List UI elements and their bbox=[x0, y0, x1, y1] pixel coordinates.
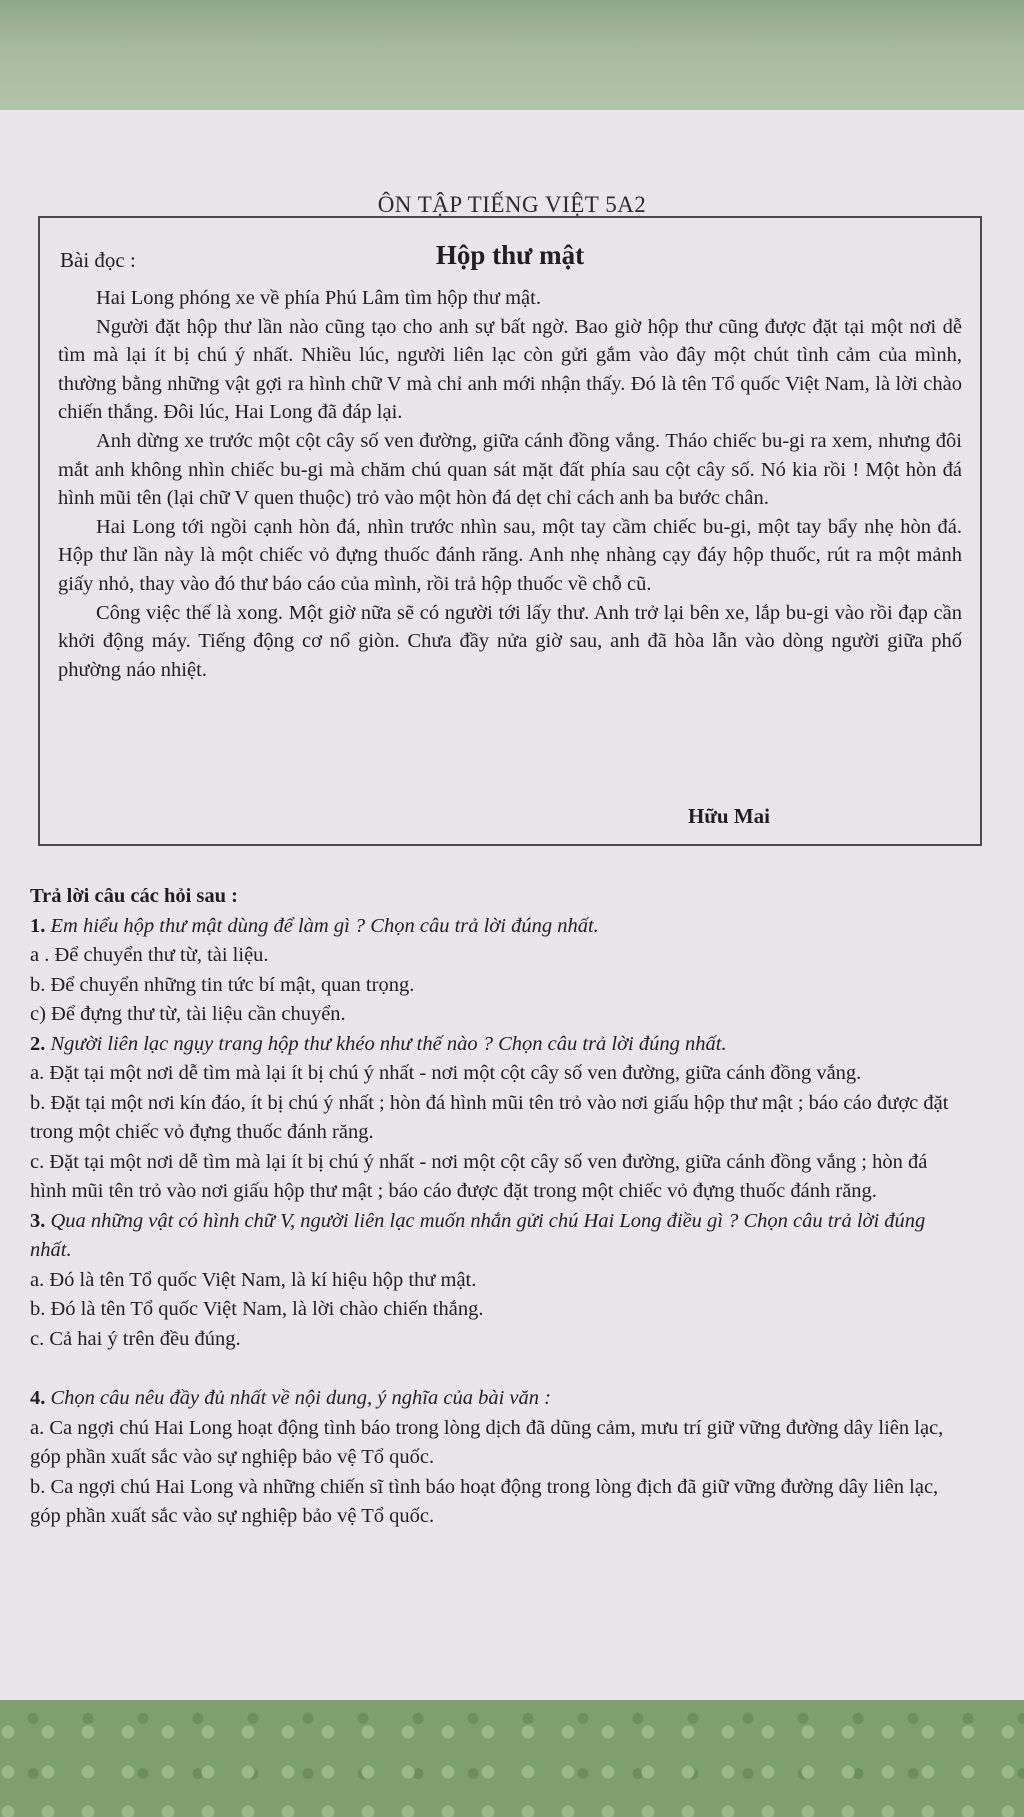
reading-author: Hữu Mai bbox=[687, 804, 770, 828]
spacer bbox=[30, 1354, 955, 1384]
reading-paragraph: Hai Long tới ngồi cạnh hòn đá, nhìn trước nhìn sau, một tay cầm chiếc bu-gi, một tay bẩy nhẹ hòn đá. Hộp thư lần này là một chiếc vỏ đựng thuốc đánh răng. Anh nhẹ nhàng cạy đáy hộp thuốc, rút ra một mảnh giấy nhỏ, thay vào đó thư báo cáo của mình, rồi trả hộp thuốc về chỗ cũ. bbox=[58, 515, 962, 595]
reading-paragraph: Người đặt hộp thư lần nào cũng tạo cho anh sự bất ngờ. Bao giờ hộp thư cũng được đặt tại một nơi dễ tìm mà lại ít bị chú ý nhất. Nhiều lúc, người liên lạc còn gửi gắm vào đây một chút tình cảm của mình, thường bằng những vật gợi ra hình chữ V mà chỉ anh mới nhận thấy. Đó là tên Tổ quốc Việt Nam, là lời chào chiến thắng. Đôi lúc, Hai Long đã đáp lại. bbox=[58, 315, 962, 424]
answer-option: b. Ca ngợi chú Hai Long và những chiến sĩ tình báo hoạt động trong lòng địch đã giữ vững đường dây liên lạc, góp phần xuất sắc vào sự nghiệp bảo vệ Tổ quốc. bbox=[30, 1475, 939, 1527]
answer-option: a. Ca ngợi chú Hai Long hoạt động tình báo trong lòng dịch đã dũng cảm, mưu trí giữ vững đường dây liên lạc, góp phần xuất sắc vào sự nghiệp bảo vệ Tổ quốc. bbox=[30, 1416, 944, 1468]
answer-option: c. Đặt tại một nơi dễ tìm mà lại ít bị chú ý nhất - nơi một cột cây số ven đường, giữa cánh đồng vắng ; hòn đá hình mũi tên trỏ vào nơi giấu hộp thư mật ; báo cáo được đặt trong một chiếc vỏ đựng thuốc đánh răng. bbox=[30, 1150, 928, 1202]
answer-option: a. Đặt tại một nơi dễ tìm mà lại ít bị chú ý nhất - nơi một cột cây số ven đường, giữa cánh đồng vắng. bbox=[30, 1062, 862, 1084]
worksheet-page bbox=[0, 110, 1024, 1700]
reading-paragraph: Anh dừng xe trước một cột cây số ven đường, giữa cánh đồng vắng. Tháo chiếc bu-gi ra xem, nhưng đôi mắt anh không nhìn chiếc bu-gi mà chăm chú quan sát mặt đất phía sau cột cây số. Nó kia rồi ! Một hòn đá hình mũi tên (lại chữ V quen thuộc) trỏ vào một hòn đá dẹt chỉ cách anh ba bước chân. bbox=[58, 429, 962, 510]
question-2 bbox=[30, 1030, 955, 1060]
reading-text bbox=[58, 284, 962, 684]
answer-option: a . Để chuyển thư từ, tài liệu. bbox=[30, 944, 269, 966]
question-4 bbox=[30, 1384, 955, 1414]
reading-paragraph: Hai Long phóng xe về phía Phú Lâm tìm hộp thư mật. bbox=[96, 287, 541, 309]
answer-option: b. Để chuyển những tin tức bí mật, quan trọng. bbox=[30, 973, 415, 996]
question-text: Người liên lạc ngụy trang hộp thư khéo như thế nào ? Chọn câu trả lời đúng nhất. bbox=[50, 1032, 727, 1055]
question-3 bbox=[30, 1207, 955, 1266]
question-text: Qua những vật có hình chữ V, người liên lạc muốn nhắn gửi chú Hai Long điều gì ? Chọn câu trả lời đúng nhất. bbox=[30, 1209, 926, 1261]
question-1 bbox=[30, 912, 955, 942]
reading-box bbox=[38, 216, 982, 846]
questions-section bbox=[30, 882, 955, 1532]
question-number: 3. bbox=[30, 1209, 46, 1232]
page-title: ÔN TẬP TIẾNG VIỆT 5A2 bbox=[377, 192, 647, 217]
background-bottom bbox=[0, 1680, 1024, 1817]
question-number: 4. bbox=[30, 1387, 46, 1409]
answer-option: c. Cả hai ý trên đều đúng. bbox=[30, 1327, 241, 1350]
question-text: Em hiểu hộp thư mật dùng để làm gì ? Chọn câu trả lời đúng nhất. bbox=[50, 914, 599, 937]
answer-option: c) Để đựng thư từ, tài liệu cần chuyển. bbox=[30, 1003, 346, 1025]
answer-option: b. Đó là tên Tổ quốc Việt Nam, là lời chào chiến thắng. bbox=[30, 1298, 484, 1320]
reading-paragraph: Công việc thế là xong. Một giờ nữa sẽ có người tới lấy thư. Anh trở lại bên xe, lắp bu-gi vào rồi đạp cần khởi động máy. Tiếng động cơ nổ giòn. Chưa đầy nửa giờ sau, anh đã hòa lẫn vào dòng người giữa phố phường náo nhiệt. bbox=[58, 601, 962, 681]
answer-option: b. Đặt tại một nơi kín đáo, ít bị chú ý nhất ; hòn đá hình mũi tên trỏ vào nơi giấu hộp thư mật ; báo cáo được đặt trong một chiếc vỏ đựng thuốc đánh răng. bbox=[30, 1091, 949, 1143]
answer-option: a. Đó là tên Tổ quốc Việt Nam, là kí hiệu hộp thư mật. bbox=[30, 1268, 477, 1291]
questions-heading: Trả lời câu các hỏi sau : bbox=[30, 885, 238, 907]
reading-label: Bài đọc : bbox=[60, 248, 136, 272]
question-text: Chọn câu nêu đầy đủ nhất về nội dung, ý nghĩa của bài văn : bbox=[50, 1387, 551, 1409]
question-number: 2. bbox=[30, 1032, 46, 1055]
reading-title: Hộp thư mật bbox=[435, 240, 585, 270]
question-number: 1. bbox=[30, 914, 46, 937]
